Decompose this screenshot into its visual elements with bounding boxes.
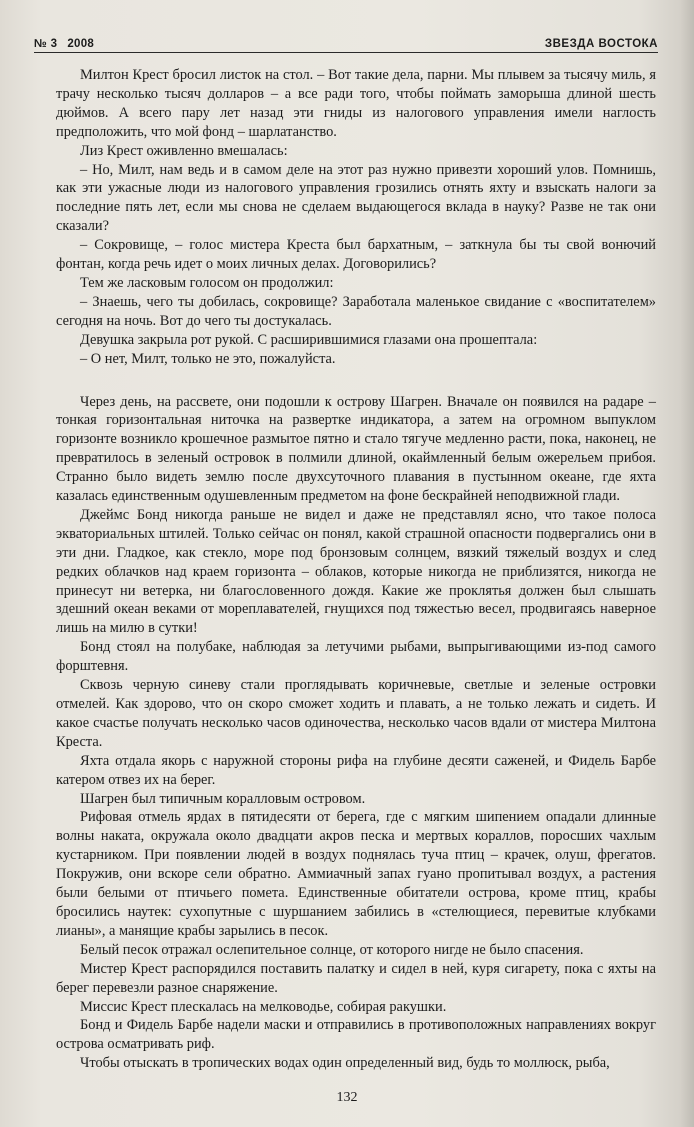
paragraph: Белый песок отражал ослепительное солнце, от которого нигде не было спасения. — [80, 941, 584, 958]
paragraph: Девушка закрыла рот рукой. С расширившимися глазами она прошептала: — [80, 331, 538, 348]
paragraph: Джеймс Бонд никогда раньше не видел и даже не представлял ясно, что такое полоса экваториальных штилей. Только сейчас он понял, какой страшной опасности подвергались они в эти дни. Гладкое, как стекло, море под бронзовым солнцем, вязкий тяжелый воздух и след редких облачков над краем горизонта – облаков, которые никогда не приблизятся, никогда не принесут ни ветерка, ни благословенного дождя. Какие же проклятья должен был слышать здешний океан веками от мореплавателей, гнущихся под тяжестью весел, продвигаясь наверное лишь на милю в сутки! — [56, 506, 656, 637]
paragraph: Чтобы отыскать в тропических водах один определенный вид, будь то моллюск, рыба, — [80, 1055, 610, 1072]
paragraph: Через день, на рассвете, они подошли к острову Шагрен. Вначале он появился на радаре – тонкая горизонтальная ниточка на развертке индикатора, а затем на огромном выпуклом горизонте возникло крошечное размытое пятно и стало тягуче медленно расти, пока, наконец, не превратилось в зеленый островок в полмили длиной, окаймленный белым ожерельем прибоя. Странно было видеть землю после двухсуточного плавания в пустынном океане, где яхта казалась единственным одушевленным предметом на фоне бескрайней неподвижной глади. — [56, 393, 656, 505]
paragraph: Шагрен был типичным коралловым островом. — [80, 790, 366, 807]
paragraph: Бонд стоял на полубаке, наблюдая за летучими рыбами, выпрыгивающими из-под самого форштевня. — [56, 639, 656, 675]
issue-info — [34, 38, 104, 50]
paragraph: Милтон Крест бросил листок на стол. – Вот такие дела, парни. Мы плывем за тысячу миль, я трачу несколько тысяч долларов – а все ради того, чтобы поймать заморыша длиной шесть дюймов. А всего пару лет назад эти гниды из налогового управления имели наглость предположить, что мой фонд – шарлатанство. — [56, 67, 656, 140]
magazine-title: ЗВЕЗДА ВОСТОКА — [544, 38, 658, 50]
paragraph: Бонд и Фидель Барбе надели маски и отправились в противоположных направлениях вокруг острова осматривать риф. — [56, 1017, 656, 1053]
issue-number: № 3 — [34, 38, 58, 50]
page-edge-shadow — [680, 0, 694, 1127]
paragraph: Мистер Крест распорядился поставить палатку и сидел в ней, куря сигарету, пока с яхты на берег перевезли разное снаряжение. — [56, 960, 656, 996]
paragraph: Тем же ласковым голосом он продолжил: — [80, 274, 334, 291]
paragraph: – Сокровище, – голос мистера Креста был бархатным, – заткнула бы ты свой вонючий фонтан, когда речь идет о моих личных делах. Договорились? — [56, 237, 656, 273]
body-text — [56, 66, 656, 1073]
paragraph: Рифовая отмель ярдах в пятидесяти от берега, где с мягким шипением опадали длинные волны наката, окружала около двадцати акров песка и мертвых кораллов, поросших чахлым кустарником. При появлении людей в воздух поднялась туча птиц – крачек, олуш, фрегатов. Покружив, они вскоре сели обратно. Аммиачный запах гуано пропитывал воздух, а растения были белыми от птичьего помета. Единственные обитатели острова, кроме птиц, крабы бросились наутек: сухопутные с шуршанием забились в «стелющиеся, перевитые клубками лианы», а манящие крабы зарылись в песок. — [56, 809, 656, 939]
paragraph: – Знаешь, чего ты добилась, сокровище? Заработала маленькое свидание с «воспитателем» сегодня на ночь. Вот до чего ты достукалась. — [56, 293, 656, 329]
running-header — [34, 32, 658, 53]
paragraph: Яхта отдала якорь с наружной стороны рифа на глубине десяти саженей, и Фидель Барбе катером отвез их на берег. — [56, 752, 656, 788]
paragraph: Лиз Крест оживленно вмешалась: — [80, 142, 288, 159]
paragraph: Миссис Крест плескалась на мелководье, собирая ракушки. — [80, 998, 447, 1015]
paragraph: Сквозь черную синеву стали проглядывать коричневые, светлые и зеленые островки отмелей. Как здорово, что он скоро сможет ходить и плавать, а не только лежать и сидеть. И какое счастье получать несколько часов одиночества, несколько часов вдали от мистера Милтона Креста. — [56, 677, 656, 750]
paragraph: – О нет, Милт, только не это, пожалуйста. — [80, 350, 336, 367]
page-number: 132 — [336, 1090, 358, 1105]
paragraph: – Но, Милт, нам ведь и в самом деле на этот раз нужно привезти хороший улов. Помнишь, как эти ужасные люди из налогового управления грозились отнять яхту и взыскать налоги за последние пять лет, если мы снова не сделаем выдающегося вклада в науку? Разве не так они сказали? — [56, 161, 656, 235]
issue-year: 2008 — [67, 38, 95, 50]
